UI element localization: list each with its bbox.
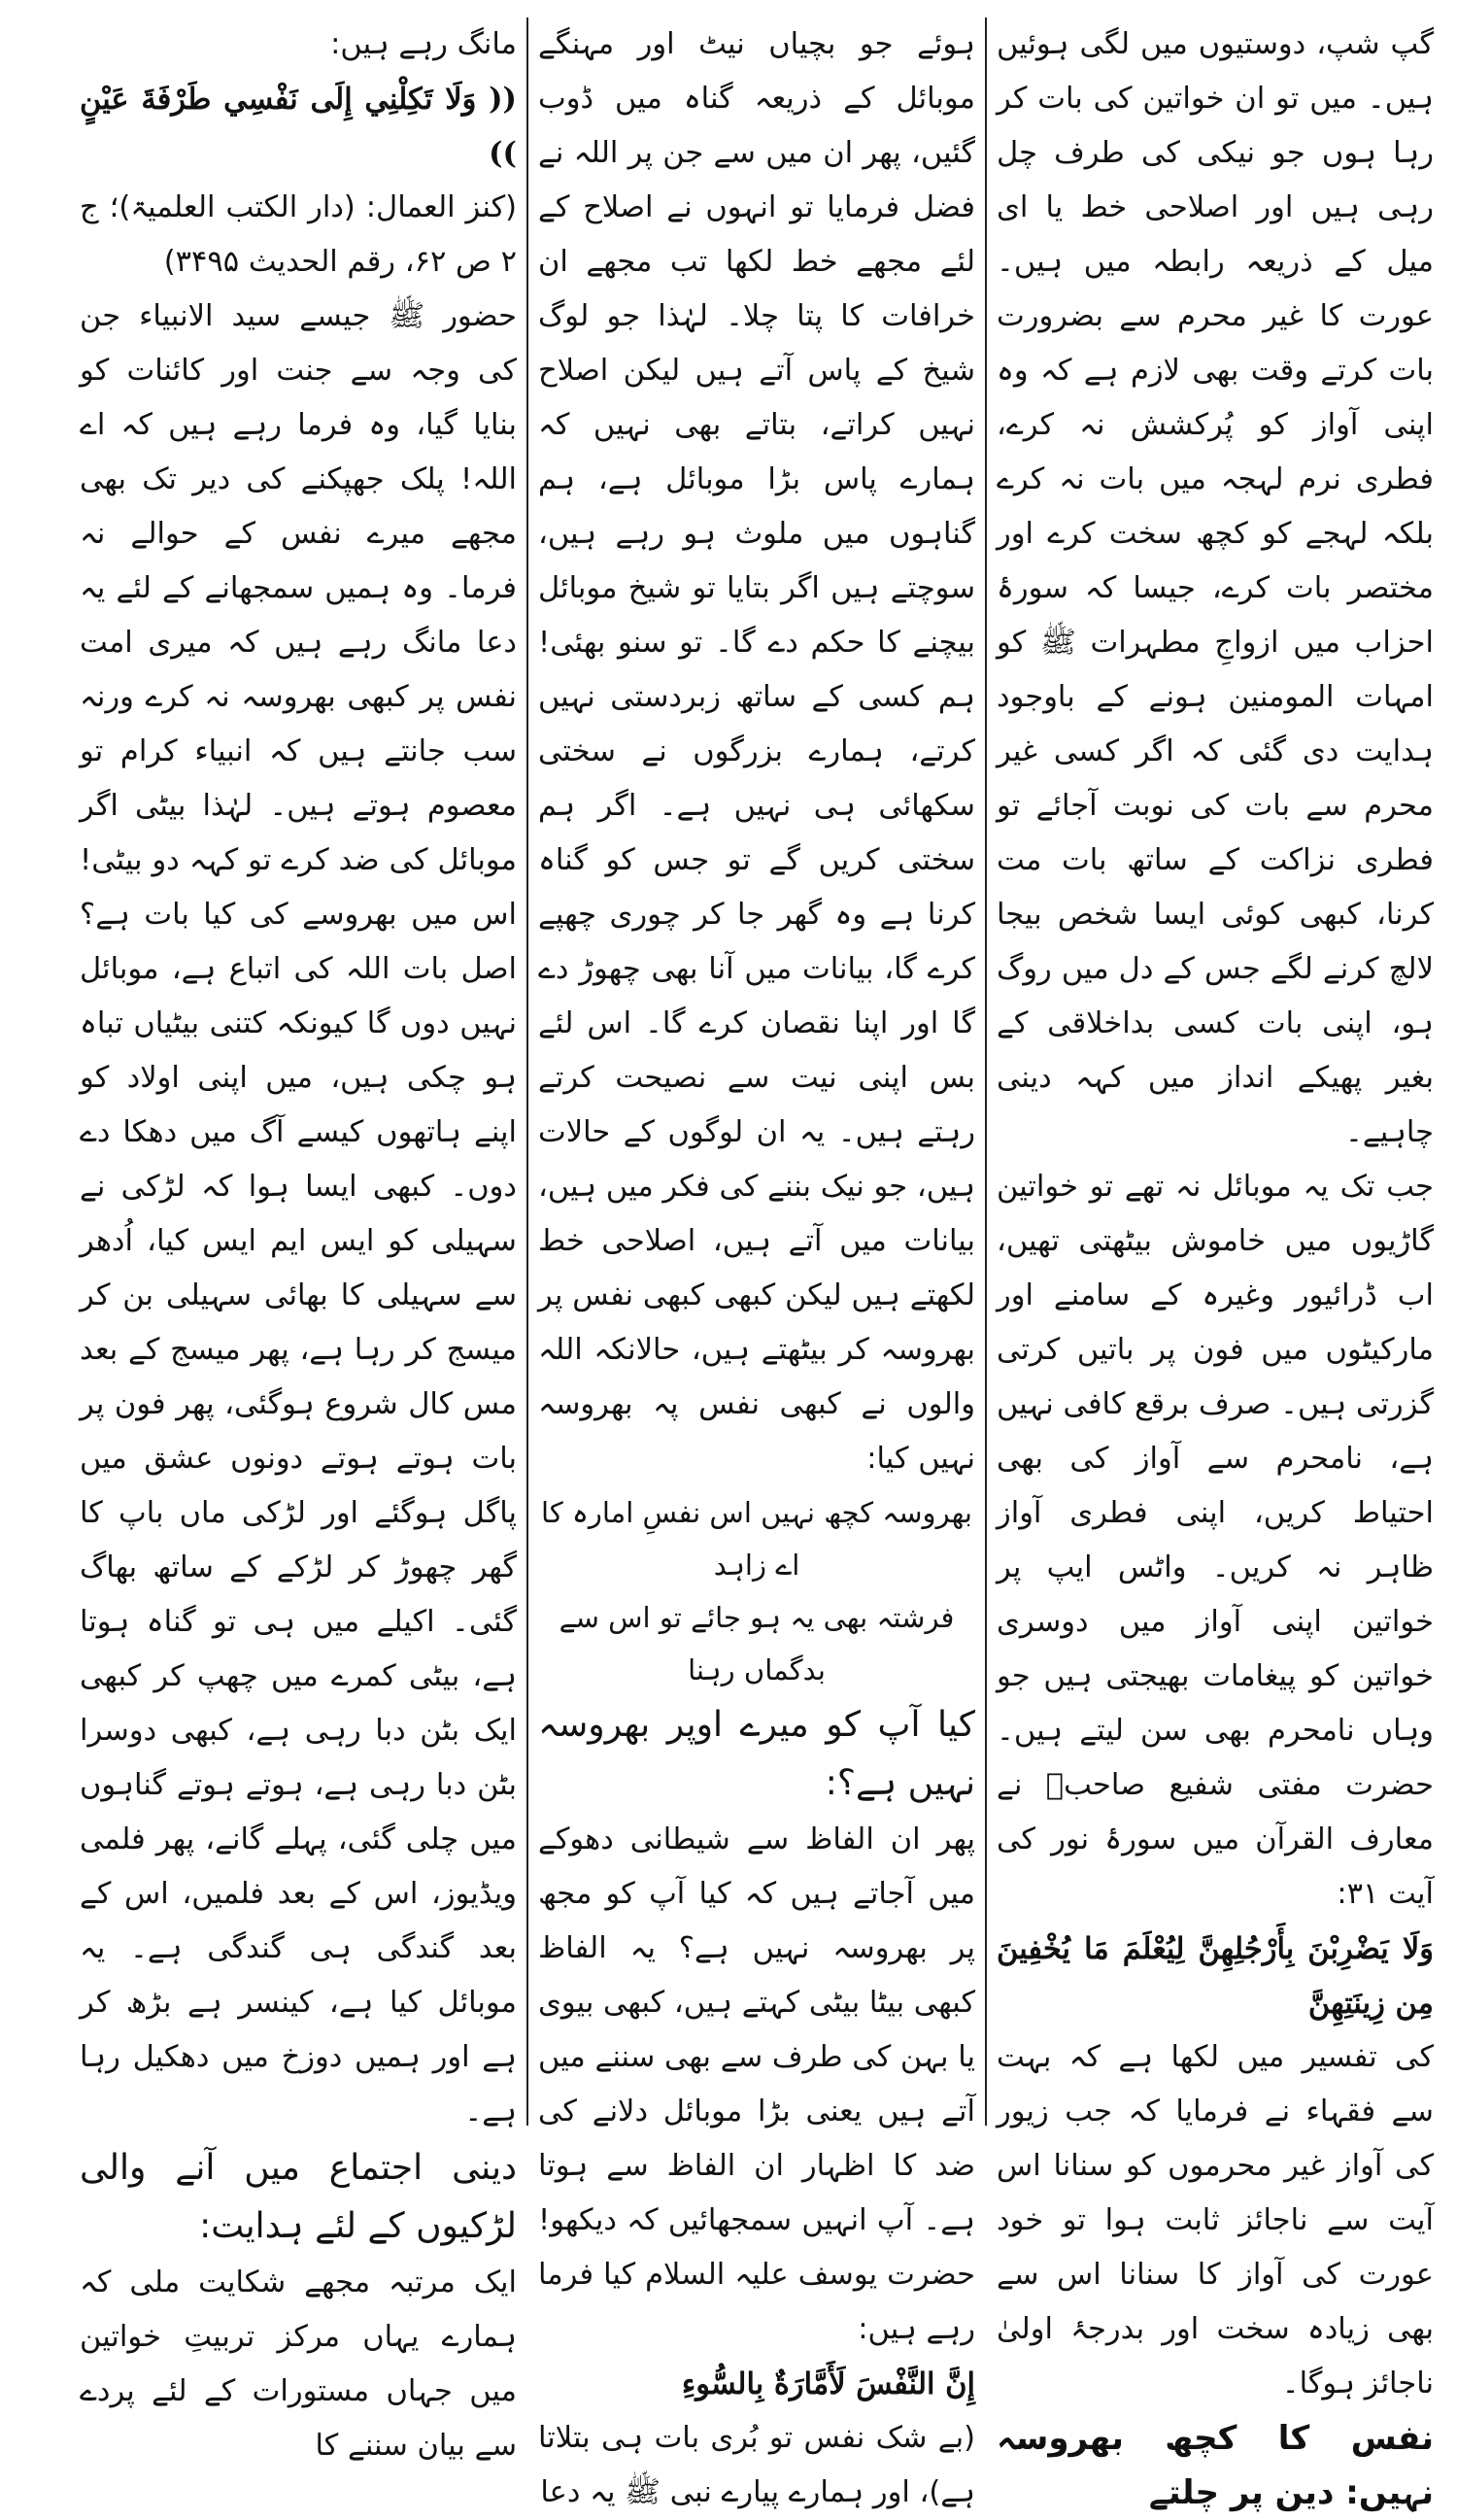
paragraph: ایک مرتبہ مجھے شکایت ملی کہ ہمارے یہاں مرکز تربیتِ خواتین میں جہاں مستورات کے لئے پردے سے بیان سننے کا <box>80 2265 517 2463</box>
paragraph: (بے شک نفس تو بُری بات ہی بتلاتا ہے)، اور ہمارے پیارے نبی ﷺ یہ دعا <box>538 2421 975 2509</box>
paragraph: گپ شپ، دوستیوں میں لگی ہوئیں ہیں۔ میں تو ان خواتین کی بات کر رہا ہوں جو نیکی کی طرف چل رہی ہیں اور اصلاحی خط یا ای میل کے ذریعہ رابطہ میں ہیں۔ عورت کا غیر محرم سے بضرورت بات کرتے وقت بھی لازم ہے کہ وہ اپنی آواز کو پُرکشش نہ کرے، فطری نرم لہجہ میں بات نہ کرے بلکہ لہجے کو کچھ سخت کرے اور مختصر بات کرے، جیسا کہ سورۂ احزاب میں ازواجِ مطہرات ﷺ کو امہات المومنین ہونے کے باوجود ہدایت دی گئی کہ اگر کسی غیر محرم سے بات کی نوبت آجائے تو فطری نزاکت کے ساتھ بات مت کرنا، کبھی کوئی ایسا شخص بیجا لالچ کرنے لگے جس کے دل میں روگ ہو، اپنی بات کسی بداخلاقی کے بغیر پھیکے انداز میں کہہ دینی چاہیے۔ <box>997 27 1434 1149</box>
paragraph: کی تفسیر میں لکھا ہے کہ بہت سے فقہاء نے فرمایا کہ جب زیور کی آواز غیر محرموں کو سنانا اس آیت سے ناجائز ثابت ہوا تو خود عورت کی آواز کا سنانا اس سے بھی زیادہ سخت اور بدرجۂ اولیٰ ناجائز ہوگا۔ <box>997 2040 1434 2401</box>
column-left <box>70 17 526 2463</box>
hadith-reference: (کنز العمال: (دار الکتب العلمیۃ)؛ ج ۲ ص ۶۲، رقم الحدیث ۳۴۹۵) <box>80 190 517 279</box>
paragraph: مانگ رہے ہیں: <box>330 27 517 61</box>
column-right <box>987 17 1443 2512</box>
quran-ayah: إِنَّ النَّفْسَ لَأَمَّارَةٌ بِالسُّوءِ <box>681 2367 975 2401</box>
paragraph: پھر ان الفاظ سے شیطانی دھوکے میں آجاتے ہیں کہ کیا آپ کو مجھ پر بھروسہ نہیں ہے؟ یہ الفاظ کبھی بیٹا بیٹی کہتے ہیں، کبھی بیوی یا بہن کی طرف سے بھی سننے میں آتے ہیں یعنی بڑا موبائل دلانے کی ضد کا اظہار ان الفاظ سے ہوتا ہے۔ آپ انہیں سمجھائیں کہ دیکھو! حضرت یوسف علیہ السلام کیا فرما رہے ہیں: <box>537 1822 975 2346</box>
poetry-verse-2: فرشتہ بھی یہ ہو جائے تو اس سے بدگماں رہنا <box>559 1601 955 1686</box>
paragraph: جب تک یہ موبائل نہ تھے تو خواتین گاڑیوں میں خاموش بیٹھتی تھیں، اب ڈرائیور وغیرہ کے سامنے اور مارکیٹوں میں فون پر باتیں کرتی گزرتی ہیں۔ صرف برقع کافی نہیں ہے، نامحرم سے آواز کی بھی احتیاط کریں، اپنی فطری آواز ظاہر نہ کریں۔ واٹس ایپ پر خواتین اپنی آواز میں دوسری خواتین کو پیغامات بھیجتی ہیں جو وہاں نامحرم بھی سن لیتے ہیں۔ حضرت مفتی شفیع صاحبؒ نے معارف القرآن میں سورۂ نور کی آیت ۳۱: <box>997 1170 1434 1911</box>
section-heading: کیا آپ کو میرے اوپر بھروسہ نہیں ہے؟: <box>538 1705 975 1803</box>
section-heading: نفس کا کچھ بھروسہ نہیں: دین پر چلتے <box>997 2419 1434 2512</box>
paragraph: حضور ﷺ جیسے سید الانبیاء جن کی وجہ سے جنت اور کائنات کو بنایا گیا، وہ فرما رہے ہیں کہ اے اللہ! پلک جھپکنے کی دیر تک بھی مجھے میرے نفس کے حوالے نہ فرما۔ وہ ہمیں سمجھانے کے لئے یہ دعا مانگ رہے ہیں کہ میری امت نفس پر کبھی بھروسہ نہ کرے ورنہ سب جانتے ہیں کہ انبیاء کرام تو معصوم ہوتے ہیں۔ لہٰذا بیٹی اگر موبائل کی ضد کرے تو کہہ دو بیٹی! اس میں بھروسے کی کیا بات ہے؟ اصل بات اللہ کی اتباع ہے، موبائل نہیں دوں گا کیونکہ کتنی بیٹیاں تباہ ہو چکی ہیں، میں اپنی اولاد کو اپنے ہاتھوں کیسے آگ میں دھکا دے دوں۔ کبھی ایسا ہوا کہ لڑکی نے سہیلی کو ایس ایم ایس کیا، اُدھر سے سہیلی کا بھائی سہیلی بن کر میسج کر رہا ہے، پھر میسج کے بعد مس کال شروع ہوگئی، پھر فون پر بات ہوتے ہوتے دونوں عشق میں پاگل ہوگئے اور لڑکی ماں باپ کا گھر چھوڑ کر لڑکے کے ساتھ بھاگ گئی۔ اکیلے میں ہی تو گناہ ہوتا ہے، بیٹی کمرے میں چھپ کر کبھی ایک بٹن دبا رہی ہے، کبھی دوسرا بٹن دبا رہی ہے، ہوتے ہوتے گناہوں میں چلی گئی، پہلے گانے، پھر فلمی ویڈیوز، اس کے بعد فلمیں، اس کے بعد گندگی ہی گندگی ہے۔ یہ موبائل کیا ہے، کینسر ہے بڑھ کر ہے اور ہمیں دوزخ میں دھکیل رہا ہے۔ <box>80 299 517 2128</box>
quran-ayah: وَلَا يَضْرِبْنَ بِأَرْجُلِهِنَّ لِيُعْلَمَ مَا يُخْفِينَ مِن زِينَتِهِنَّ <box>997 1931 1434 2021</box>
section-heading: دینی اجتماع میں آنے والی لڑکیوں کے لئے ہدایت: <box>80 2148 517 2246</box>
column-middle <box>528 17 985 2509</box>
hadith-dua: (( وَلَا تَكِلْنِي إِلَى نَفْسِي طَرْفَةَ عَيْنٍ )) <box>80 82 517 171</box>
paragraph: ہوئے جو بچیاں نیٹ اور مہنگے موبائل کے ذریعہ گناہ میں ڈوب گئیں، پھر ان میں سے جن پر اللہ نے فضل فرمایا تو انہوں نے اصلاح کے لئے مجھے خط لکھا تب مجھے ان خرافات کا پتا چلا۔ لہٰذا جو لوگ شیخ کے پاس آتے ہیں لیکن اصلاح نہیں کراتے، بتاتے بھی نہیں کہ ہمارے پاس بڑا موبائل ہے، ہم گناہوں میں ملوث ہو رہے ہیں، سوچتے ہیں اگر بتایا تو شیخ موبائل بیچنے کا حکم دے گا۔ تو سنو بھئی! ہم کسی کے ساتھ زبردستی نہیں کرتے، ہمارے بزرگوں نے سختی سکھائی ہی نہیں ہے۔ اگر ہم سختی کریں گے تو جس کو گناہ کرنا ہے وہ گھر جا کر چوری چھپے کرے گا، بیانات میں آنا بھی چھوڑ دے گا اور اپنا نقصان کرے گا۔ اس لئے بس اپنی نیت سے نصیحت کرتے رہتے ہیں۔ یہ ان لوگوں کے حالات ہیں، جو نیک بننے کی فکر میں ہیں، بیانات میں آتے ہیں، اصلاحی خط لکھتے ہیں لیکن کبھی کبھی نفس پر بھروسہ کر بیٹھتے ہیں، حالانکہ اللہ والوں نے کبھی نفس پہ بھروسہ نہیں کیا: <box>538 27 975 1476</box>
poetry-verse-1: بھروسہ کچھ نہیں اس نفسِ امارہ کا اے زاہد <box>540 1496 973 1582</box>
